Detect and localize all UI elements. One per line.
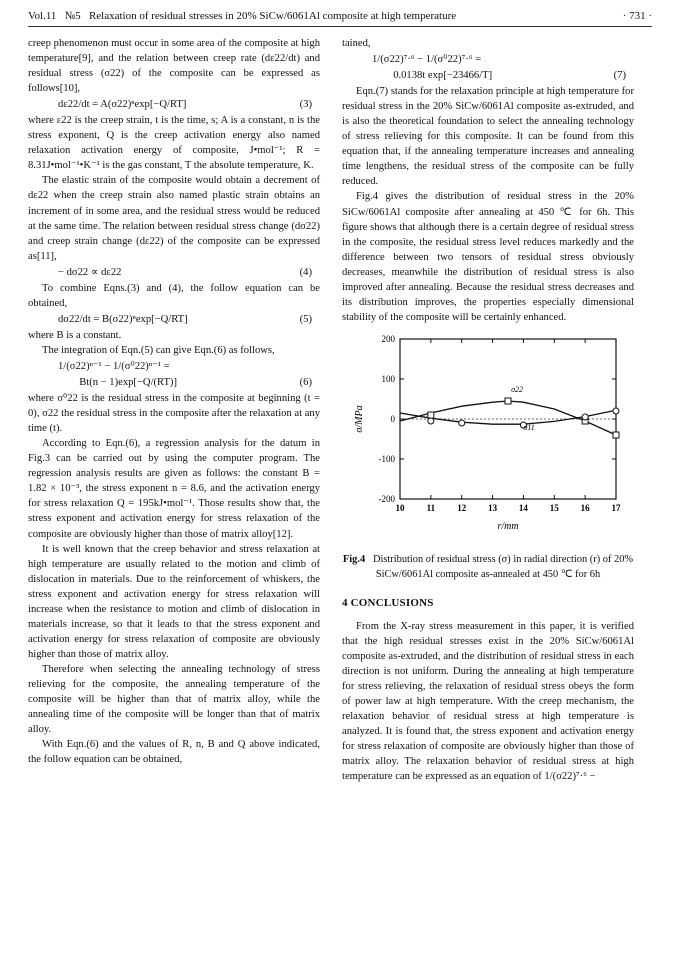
equation-number: (4) xyxy=(299,266,312,278)
paragraph: To combine Eqns.(3) and (4), the follow equation can be obtained, xyxy=(28,282,320,309)
paragraph: tained, xyxy=(342,38,371,49)
paragraph: Therefore when selecting the annealing technology of stress relieving for the composite, the annealing temperature of the composite will be higher than that of matrix alloy, while the annealing time of the composite will be longer than that of matrix alloy. xyxy=(28,663,320,736)
paragraph: where σ⁰22 is the residual stress in the composite at beginning (t = 0), σ22 the residual stress in the composite after the relaxation at any time (t). xyxy=(28,393,320,435)
equation xyxy=(342,68,634,83)
paragraph: where ε22 is the creep strain, t is the time, s; A is a constant, n is the stress exponent, Q is the creep activation energy also named relaxation activation energy of composite, J•mol⁻¹; R = 8.31J•mol⁻¹•K⁻¹ is the gas constant, T the absolute temperature, K. xyxy=(28,115,320,172)
series-label-sigma22: σ22 xyxy=(511,384,524,394)
paragraph: With Eqn.(6) and the values of R, n, B and Q above indicated, the follow equation can be obtained, xyxy=(28,739,320,766)
section-heading: 4 CONCLUSIONS xyxy=(342,596,434,609)
page-number: · 731 · xyxy=(622,10,652,22)
equation xyxy=(28,359,320,374)
figure-caption-text: Distribution of residual stress (σ) in radial direction (r) of 20% SiCw/6061Al composite as-annealed at 450 ℃ for 6h xyxy=(372,553,634,580)
page-header xyxy=(28,10,652,27)
left-column xyxy=(28,36,320,767)
right-column xyxy=(342,36,634,785)
paragraph: It is well known that the creep behavior and stress relaxation at high temperature are usually related to the motion and climb of dislocation in materials. Due to the reinforcement of whiskers, the stress exponent and activation energy for stress relaxation will increase when the resistance to motion and climb of dislocation in materials increase, so that it leads to that the stress exponent and activation energy for stress relaxation of composite are obviously higher than those of matrix alloy. xyxy=(28,543,320,660)
series-label-sigma11: σ11 xyxy=(523,423,535,433)
equation xyxy=(28,265,320,280)
equation-body: − dσ22 ∝ dε22 xyxy=(58,266,122,278)
paragraph: The integration of Eqn.(5) can give Eqn.(6) as follows, xyxy=(42,344,275,356)
residual-stress-chart xyxy=(348,331,628,541)
x-tick-label: 12 xyxy=(457,502,467,513)
x-tick-label: 10 xyxy=(395,502,405,513)
figure-caption xyxy=(342,552,634,582)
y-axis-label: σ/MPa xyxy=(354,405,365,433)
data-point-circle xyxy=(582,414,588,420)
x-tick-label: 16 xyxy=(580,502,590,513)
equation-body: dε22/dt = A(σ22)ⁿexp[−Q/RT] xyxy=(58,99,187,111)
running-title: Relaxation of residual stresses in 20% SiCw/6061Al composite at high temperature xyxy=(88,10,457,22)
x-tick-label: 14 xyxy=(518,502,528,513)
x-tick-label: 17 xyxy=(611,502,621,513)
equation xyxy=(28,97,320,112)
y-tick-label: 100 xyxy=(381,373,395,384)
y-tick-label: 200 xyxy=(381,333,395,344)
equation-number: (3) xyxy=(299,99,312,111)
equation xyxy=(342,52,634,67)
equation-body: 1/(σ22)⁷·⁶ − 1/(σ⁰22)⁷·⁶ = xyxy=(372,54,482,66)
equation xyxy=(28,312,320,327)
x-tick-label: 11 xyxy=(426,502,436,513)
x-tick-label: 15 xyxy=(549,502,559,513)
equation-number: (6) xyxy=(299,377,312,389)
data-point-circle xyxy=(428,418,434,424)
data-point-circle xyxy=(459,420,465,426)
equation-number: (7) xyxy=(613,70,626,82)
x-tick-label: 13 xyxy=(488,502,498,513)
equation-body: Bt(n − 1)exp[−Q/(RT)] xyxy=(58,377,177,389)
paragraph: creep phenomenon must occur in some area of the composite at high temperature[9], and the relation between creep rate (dε22/dt) and residual stress (σ22) of the composite can be expressed as follows[10], xyxy=(28,38,320,95)
right-column-top-text xyxy=(342,36,634,325)
volume-number: Vol.11 xyxy=(28,10,57,22)
equation-number xyxy=(626,52,634,67)
y-tick-label: -200 xyxy=(378,493,395,504)
equation-number: (5) xyxy=(299,313,312,325)
conclusions-text xyxy=(342,619,634,785)
equation-body: 0.0138t exp[−23466/T] xyxy=(372,70,493,82)
paragraph: Fig.4 gives the distribution of residual stress in the 20% SiCw/6061Al composite after annealing at 450 ℃ for 6h. This figure shows that although there is a certain degree of residual stress in the composite, the residual stress level reduces markedly and the difference between two tensors of residual stress obviously decreases, meanwhile the distribution of residual stress is also improved after annealing. Because the residual stress decreases and its distribution improves, the properties especially dimensional stability of the composite will be certainly enhanced. xyxy=(342,191,634,323)
paragraph: From the X-ray stress measurement in this paper, it is verified that the high residual stresses exist in the 20% SiCw/6061Al composite as-extruded, and the distribution of residual stress in each direction is not uniform. During the annealing at high temperature for stress relieving, the relaxation of residual stress obeys the form of power law at high temperature. With the creep mechanism, the relaxation behavior of residual stress at high temperature is analyzed. It is found that, the stress exponent and activation energy for stress relaxation of composite are obviously higher than those of matrix alloy. The relaxation behavior of residual stress at high temperature can be expressed as an equation of 1/(σ22)⁷·⁶ − xyxy=(342,620,634,783)
equation-body: 1/(σ22)ⁿ⁻¹ − 1/(σ⁰22)ⁿ⁻¹ = xyxy=(58,360,170,372)
equation xyxy=(28,375,320,390)
data-point-square xyxy=(613,432,619,438)
paragraph: The elastic strain of the composite would obtain a decrement of dε22 when the creep strain also named plastic strain obtains an increment of in some area, and the residual stress would be reduced at the same time. The relation between residual stress change (dσ22) and creep strain change (dε22) of the composite can be expressed as[11], xyxy=(28,175,320,262)
issue-number: №5 xyxy=(64,10,81,22)
data-point-square xyxy=(428,412,434,418)
x-axis-label: r/mm xyxy=(497,520,519,532)
figure-caption-label: Fig.4 xyxy=(342,553,366,565)
paragraph: According to Eqn.(6), a regression analysis for the datum in Fig.3 can be carried out by using the computer program. The regression analysis results are given as follows: the constant B = 1.82 × 10⁻³, the stress exponent n = 8.6, and the activation energy for stress relaxation Q = 195kJ•mol⁻¹. Those results show that, the stress exponent and activation energy for stress relaxation of the composite are obviously higher than those of matrix alloy[12]. xyxy=(28,438,320,540)
data-point-square xyxy=(505,398,511,404)
equation-number xyxy=(312,359,320,374)
figure-4 xyxy=(348,331,634,546)
paragraph: where B is a constant. xyxy=(28,329,122,341)
y-tick-label: 0 xyxy=(390,413,395,424)
data-point-circle xyxy=(613,408,619,414)
volume-label xyxy=(28,10,456,26)
y-tick-label: -100 xyxy=(378,453,395,464)
paragraph: Eqn.(7) stands for the relaxation principle at high temperature for residual stress in the 20% SiCw/6061Al composite as-extruded, and is also the theoretical foundation to select the annealing technology of stress relieving for this composite. It can be found from this equation that, if the annealing temperature increases and annealing time lengthens, the residual stress of the composite can be fully reduced. xyxy=(342,86,634,188)
equation-body: dσ22/dt = B(σ22)ⁿexp[−Q/RT] xyxy=(58,313,188,325)
